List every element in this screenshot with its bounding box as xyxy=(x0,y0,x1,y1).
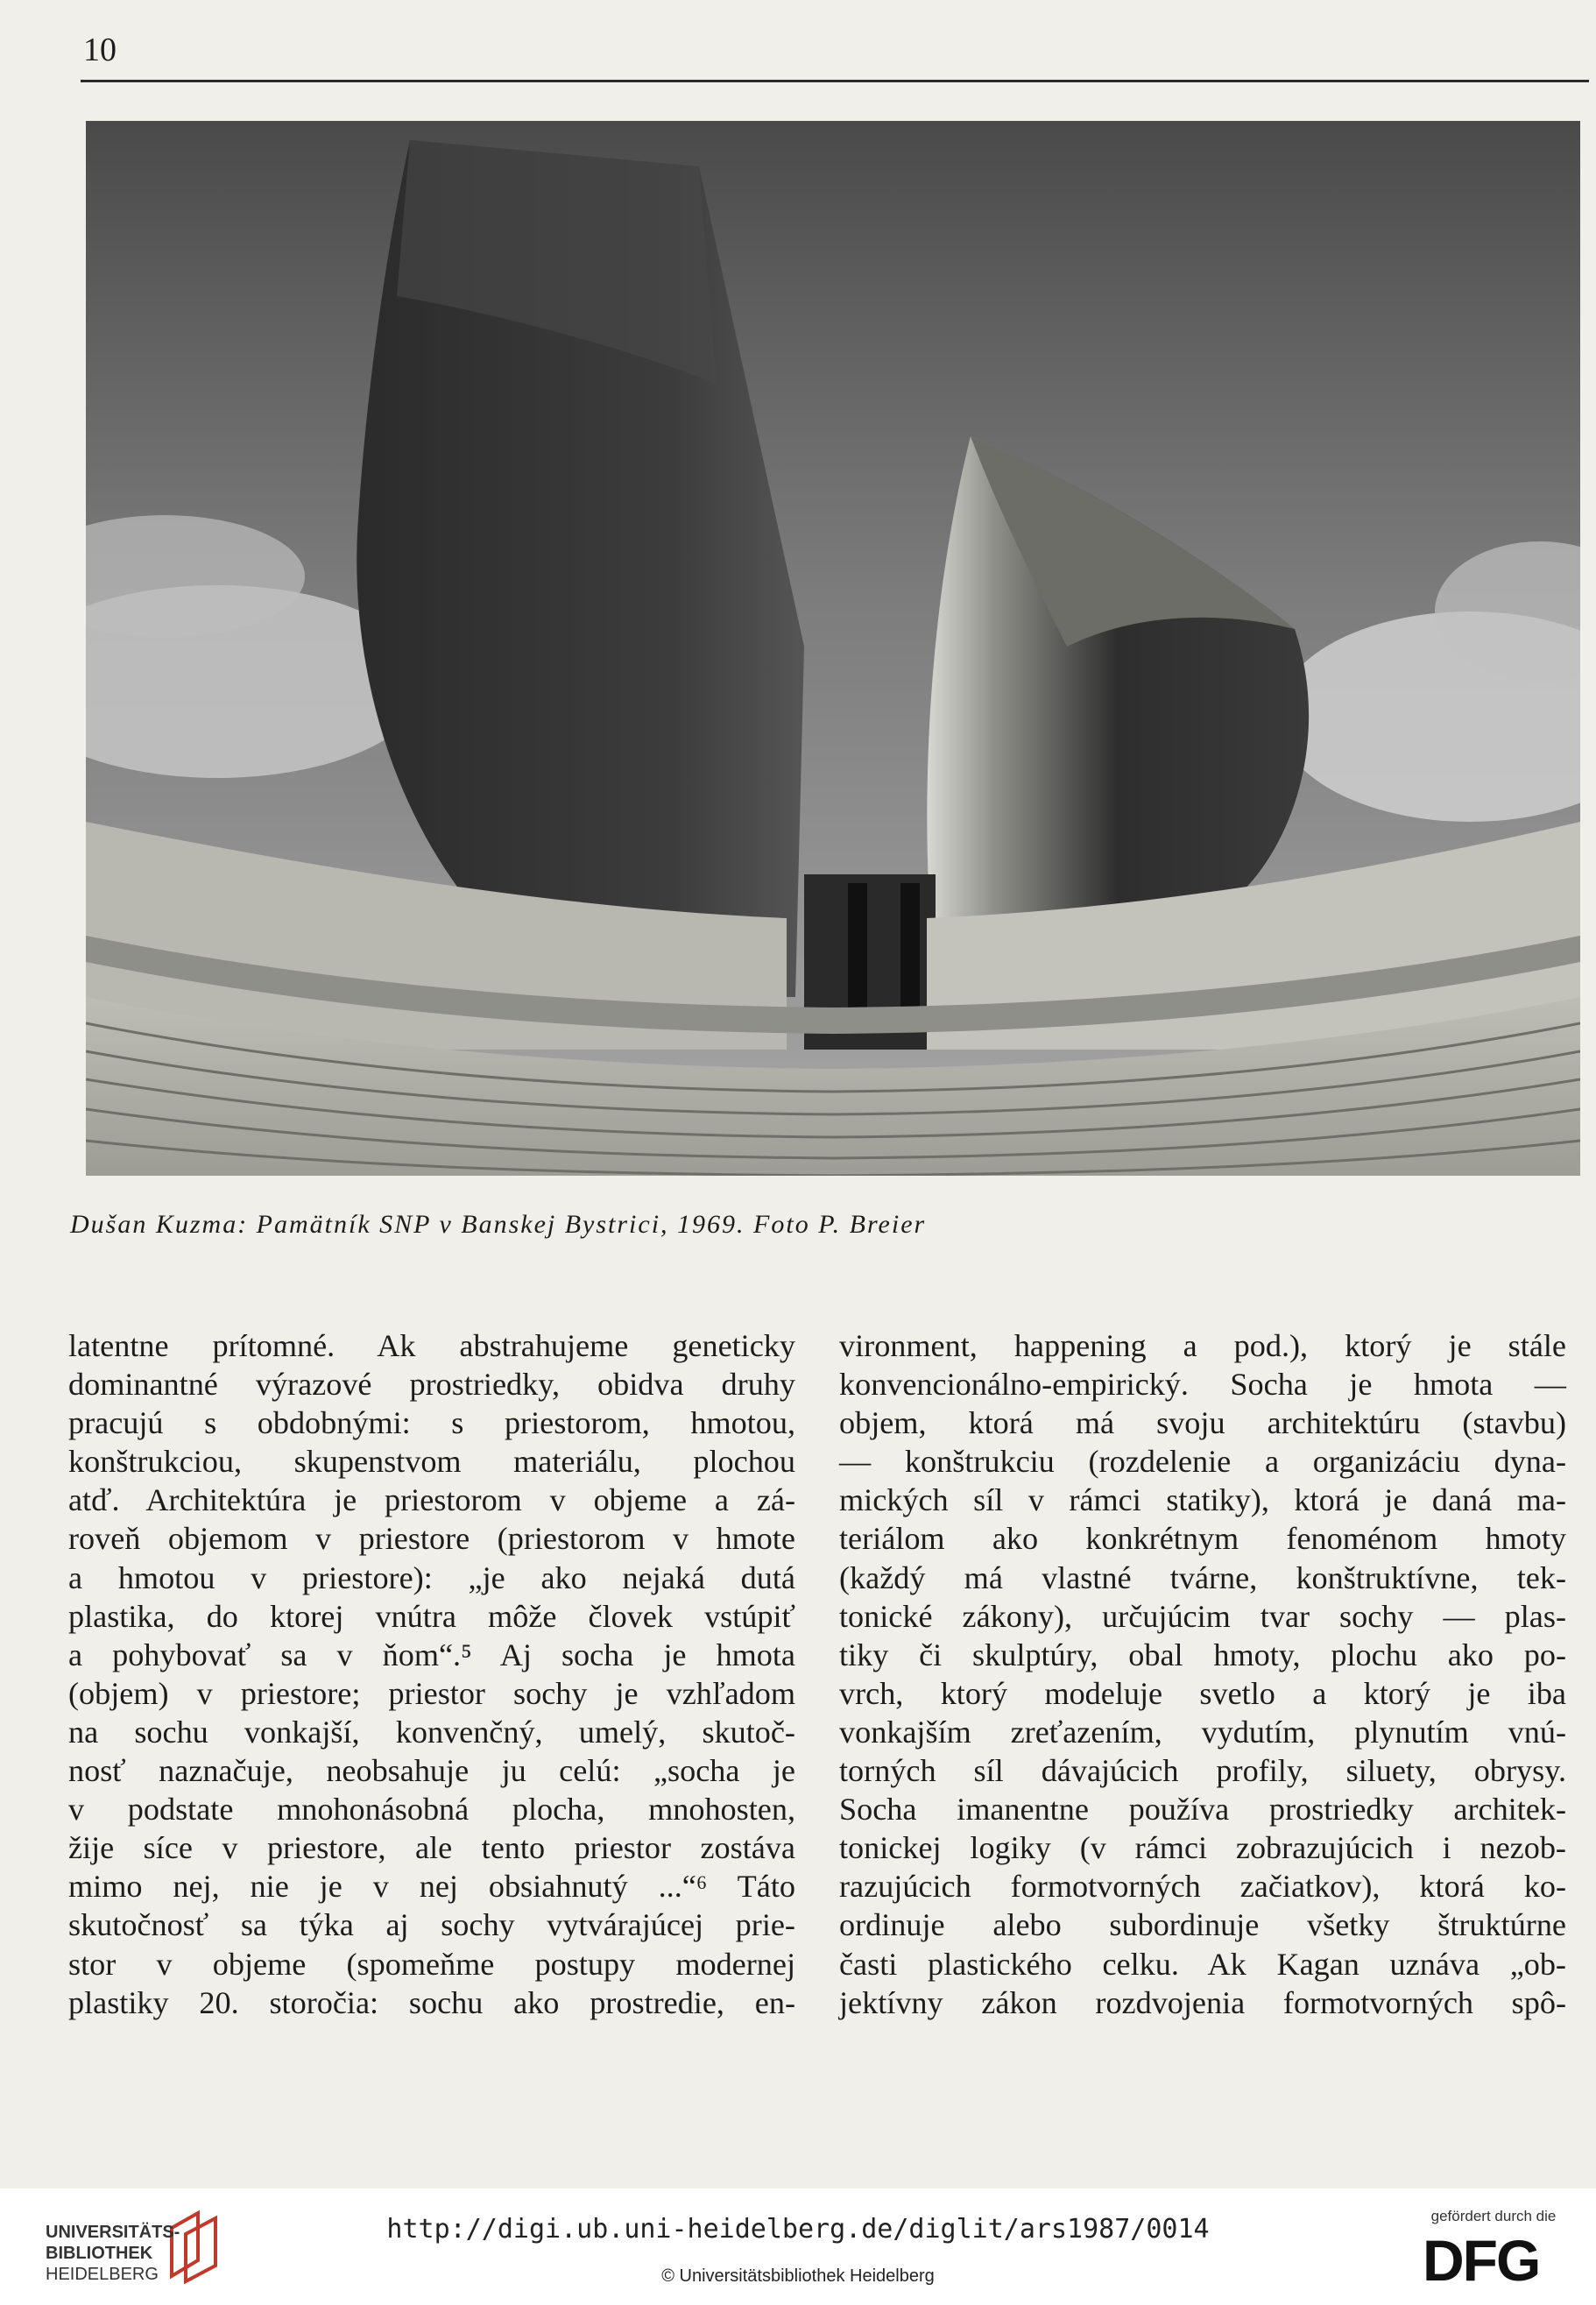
text-line: roveň objemom v priestore (priestorom v hmote xyxy=(68,1521,795,1557)
text-line: vironment, happening a pod.), ktorý je stále xyxy=(839,1328,1566,1363)
funding-note: gefördert durch die xyxy=(1430,2208,1557,2224)
text-line: mických síl v rámci statiky), ktorá je daná ma- xyxy=(839,1482,1566,1518)
library-name-line: BIBLIOTHEK xyxy=(46,2244,153,2263)
text-line: v podstate mnohonásobná plocha, mnohosten, xyxy=(68,1792,795,1828)
text-line: žije síce v priestore, ale tento priestor zostáva xyxy=(68,1830,795,1866)
text-line: objem, ktorá má svoju architektúru (stavbu) xyxy=(839,1405,1566,1441)
text-line: nosť naznačuje, neobsahuje ju celú: „socha je xyxy=(68,1753,795,1789)
text-line: tonické zákony), určujúcim tvar sochy — plas- xyxy=(839,1598,1566,1634)
text-line: vonkajším zreťazením, vydutím, plynutím vnú- xyxy=(839,1714,1566,1750)
text-line: a hmotou v priestore): „je ako nejaká dutá xyxy=(68,1559,795,1595)
text-line: ordinuje alebo subordinuje všetky štruktúrne xyxy=(839,1907,1566,1943)
text-line: — konštrukciu (rozdelenie a organizáciu dyna- xyxy=(839,1444,1566,1480)
text-line: konštrukciou, skupenstvom materiálu, plochou xyxy=(68,1444,795,1480)
text-line: tonickej logiky (v rámci zobrazujúcich i nezob- xyxy=(839,1830,1566,1866)
text-line: plastiky 20. storočia: sochu ako prostredie, en- xyxy=(68,1984,795,2020)
text-line: (objem) v priestore; priestor sochy je vzhľadom xyxy=(68,1675,795,1711)
library-name-line: UNIVERSITÄTS- xyxy=(46,2223,180,2242)
page-number: 10 xyxy=(83,32,117,68)
text-line: jektívny zákon rozdvojenia formotvorných spô- xyxy=(839,1984,1566,2020)
text-line: skutočnosť sa týka aj sochy vytvárajúcej prie- xyxy=(68,1907,795,1943)
footer-bar xyxy=(0,2188,1596,2305)
text-line: latentne prítomné. Ak abstrahujeme geneticky xyxy=(68,1328,795,1363)
text-line: plastika, do ktorej vnútra môže človek vstúpiť xyxy=(68,1598,795,1634)
text-line: časti plastického celku. Ak Kagan uznáva „ob- xyxy=(839,1946,1566,1982)
text-line: tiky či skulptúry, obal hmoty, plochu ako po- xyxy=(839,1637,1566,1672)
source-url[interactable]: http://digi.ub.uni-heidelberg.de/diglit/ars1987/0014 xyxy=(386,2214,1210,2245)
dfg-logo: DFG xyxy=(1423,2228,1540,2293)
text-line: vrch, ktorý modeluje svetlo a ktorý je iba xyxy=(839,1675,1566,1711)
library-name-line: HEIDELBERG xyxy=(46,2265,159,2284)
text-line: torných síl dávajúcich profily, siluety, obrysy. xyxy=(839,1753,1566,1789)
text-line: konvencionálno-empirický. Socha je hmota — xyxy=(839,1367,1566,1403)
text-line: mimo nej, nie je v nej obsiahnutý ...“⁶ Táto xyxy=(68,1869,795,1905)
text-line: Socha imanentne používa prostriedky architek- xyxy=(839,1792,1566,1828)
text-line: a pohybovať sa v ňom“.⁵ Aj socha je hmota xyxy=(68,1637,795,1672)
text-line: na sochu vonkajší, konvenčný, umelý, skutoč- xyxy=(68,1714,795,1750)
memorial-photo-drawing xyxy=(86,121,1580,1176)
text-line: teriálom ako konkrétnym fenoménom hmoty xyxy=(839,1521,1566,1557)
text-line: (každý má vlastné tvárne, konštruktívne, tek- xyxy=(839,1559,1566,1595)
text-line: stor v objeme (spomeňme postupy modernej xyxy=(68,1946,795,1982)
photo-of-memorial xyxy=(86,121,1580,1176)
text-line: atď. Architektúra je priestorom v objeme a zá- xyxy=(68,1482,795,1518)
text-line: pracujú s obdobnými: s priestorom, hmotou, xyxy=(68,1405,795,1441)
text-line: razujúcich formotvorných začiatkov), ktorá ko- xyxy=(839,1869,1566,1905)
photo-caption: Dušan Kuzma: Pamätník SNP v Banskej Bystrici, 1969. Foto P. Breier xyxy=(70,1210,927,1239)
text-column-left xyxy=(68,1326,795,2022)
text-column-right xyxy=(839,1326,1566,2022)
copyright-notice: © Universitätsbibliothek Heidelberg xyxy=(661,2266,935,2286)
text-line: dominantné výrazové prostriedky, obidva druhy xyxy=(68,1367,795,1403)
header-rule xyxy=(81,80,1589,82)
